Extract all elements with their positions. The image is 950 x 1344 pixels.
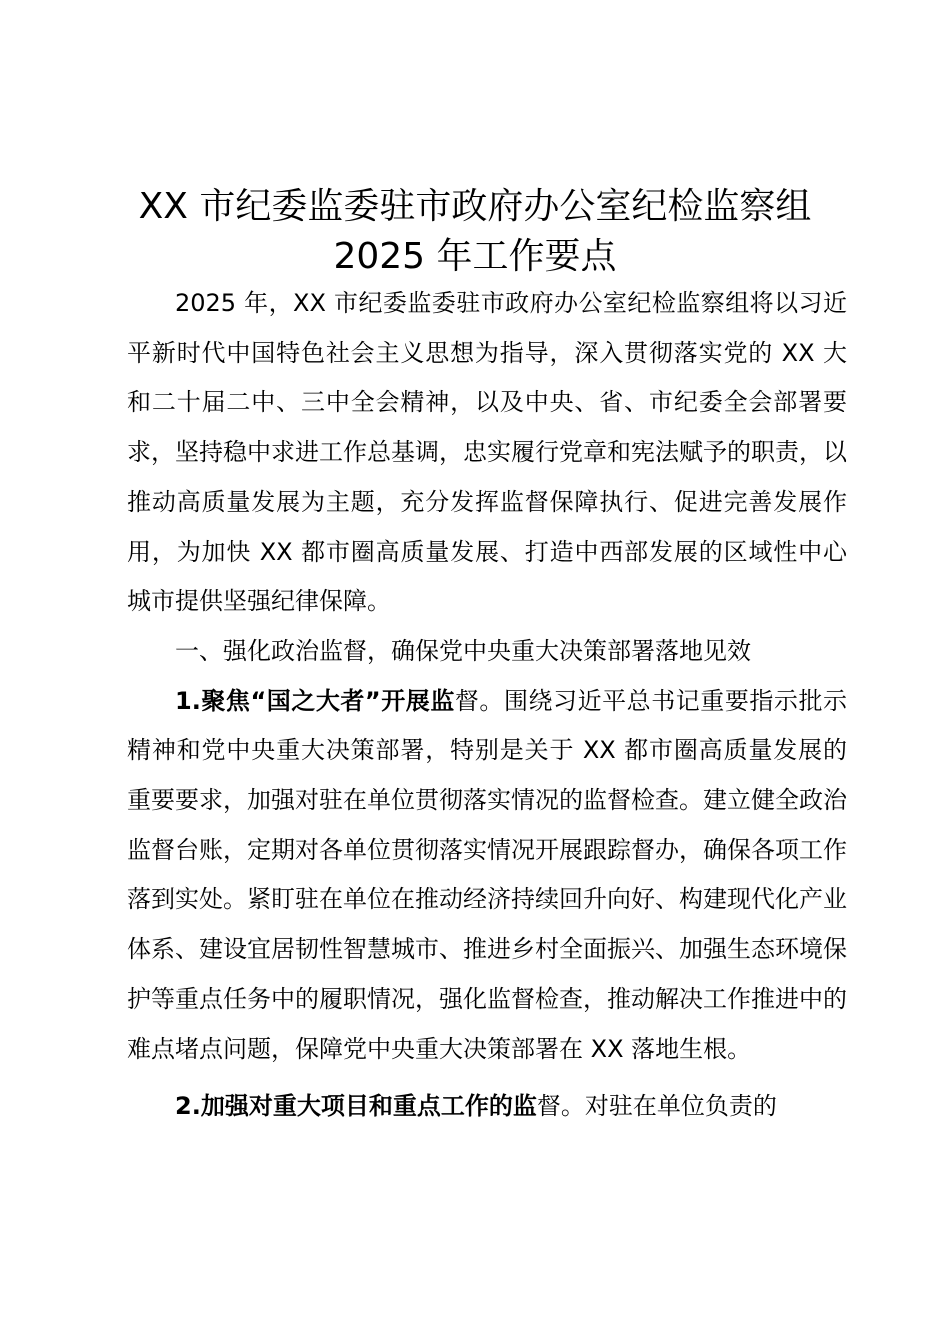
item1-paragraph [127,677,847,1075]
document-title-line2: 2025 年工作要点 [333,236,617,277]
item2-text: 对驻在单位负责的 [584,1092,777,1121]
document-body [127,279,847,1132]
item1-text: 围绕习近平总书记重要指示批示精神和党中央重大决策部署，特别是关于 XX 都市圈高质量发展的重要要求，加强对驻在单位贯彻落实情况的监督检查。建立健全政治监督台账，定期对各单位贯彻落实情况开展跟踪督办，确保各项工作落到实处。紧盯驻在单位在推动经济持续回升向好、构建现代化产业体系、建设宜居韧性智慧城市、推进乡村全面振兴、加强生态环境保护等重点任务中的履职情况，强化监督检查，推动解决工作推进中的难点堵点问题，保障党中央重大决策部署在 XX 落地生根。 [127,686,848,1063]
item1-lead-tail: 督。 [454,686,504,715]
document-title-line1: XX 市纪委监委驻市政府办公室纪检监察组 [138,186,812,227]
intro-paragraph: 2025 年，XX 市纪委监委驻市政府办公室纪检监察组将以习近平新时代中国特色社会主义思想为指导，深入贯彻落实党的 XX 大和二十届二中、三中全会精神，以及中央、省、市纪委全会部署要求，坚持稳中求进工作总基调，忠实履行党章和宪法赋予的职责，以推动高质量发展为主题，充分发挥监督保障执行、促进完善发展作用，为加快 XX 都市圈高质量发展、打造中西部发展的区域性中心城市提供坚强纪律保障。 [127,289,847,616]
item2-paragraph [127,1082,847,1132]
section1-heading: 一、强化政治监督，确保党中央重大决策部署落地见效 [175,636,751,665]
item1-lead: 1.聚焦“国之大者”开展监 [175,686,455,715]
item2-lead-tail: 督。 [536,1092,585,1121]
item2-lead: 2.加强对重大项目和重点工作的监 [175,1092,537,1121]
